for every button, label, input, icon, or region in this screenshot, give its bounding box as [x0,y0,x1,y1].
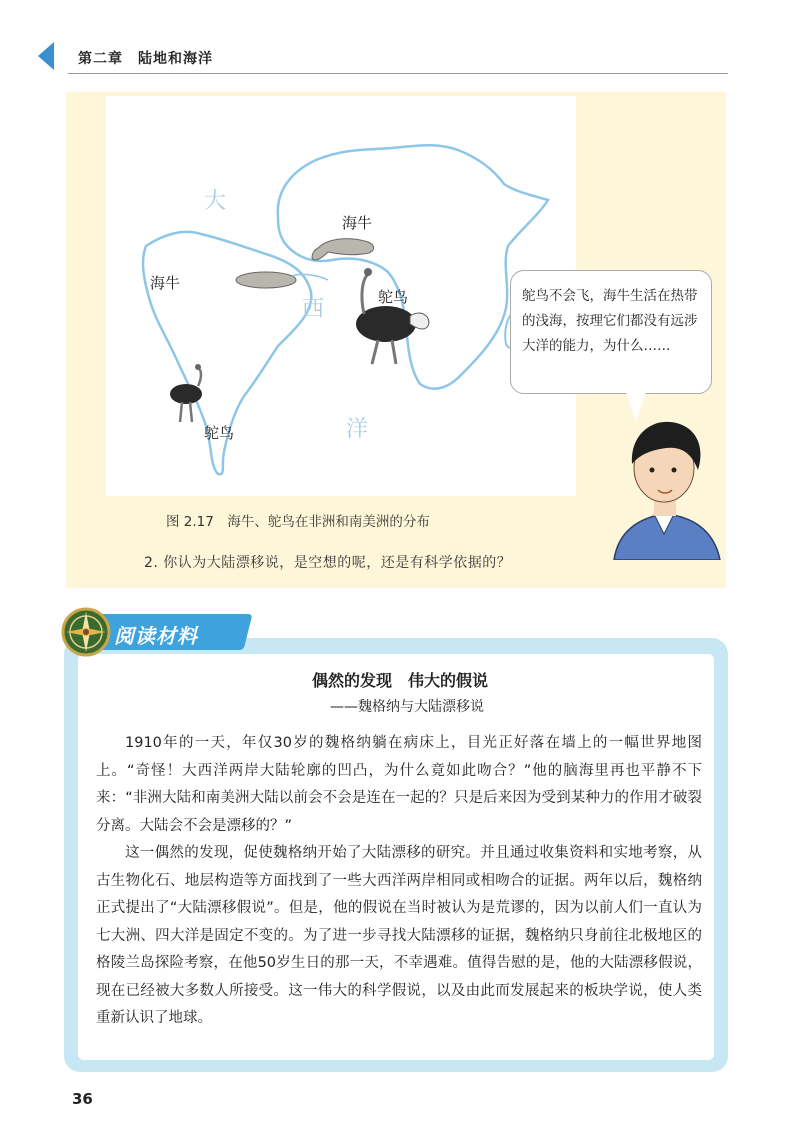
reading-title: 偶然的发现 伟大的假说 [311,671,488,690]
header-divider [68,73,728,74]
label-ostrich-sa: 鸵鸟 [204,424,235,442]
chapter-title: 第二章 陆地和海洋 [78,51,213,67]
figure-caption: 图 2.17 海牛、鸵鸟在非洲和南美洲的分布 [166,514,430,530]
ocean-char-1: 大 [204,189,227,214]
label-ostrich-africa: 鸵鸟 [378,288,409,306]
boy-illustration [604,410,726,560]
manatee-sa-illustration [236,272,328,288]
reading-subtitle: ——魏格纳与大陆漂移说 [330,699,484,715]
label-manatee-africa: 海牛 [342,214,373,232]
compass-icon [60,606,112,658]
africa-outline [278,145,548,388]
reading-body [96,730,702,1033]
map-panel [106,96,576,496]
ocean-char-2: 西 [302,297,325,322]
ocean-char-3: 洋 [346,417,369,442]
discussion-question: 2. 你认为大陆漂移说，是空想的呢，还是有科学依据的？ [144,555,512,571]
speech-bubble-text: 鸵鸟不会飞，海牛生活在热带的浅海，按理它们都没有远涉大洋的能力，为什么…… [522,288,698,354]
reading-banner-label: 阅读材料 [114,624,198,648]
figure-panel [66,92,726,588]
continent-map [106,96,576,496]
reading-paragraph-1: 1910年的一天，年仅30岁的魏格纳躺在病床上，目光正好落在墙上的一幅世界地图上。“奇怪！大西洋两岸大陆轮廓的凹凸，为什么竟如此吻合？”他的脑海里再也平静不下来：“非洲大陆和南美洲大陆以前会不会是连在一起的？只是后来因为受到某种力的作用才破裂分离。大陆会不会是漂移的？” [96,735,702,834]
chapter-marker-icon [38,42,54,70]
label-manatee-sa: 海牛 [150,274,181,292]
reading-paragraph-2: 这一偶然的发现，促使魏格纳开始了大陆漂移的研究。并且通过收集资料和实地考察，从古生物化石、地层构造等方面找到了一些大西洋两岸相同或相吻合的证据。两年以后，魏格纳正式提出了“大陆漂移假说”。但是，他的假说在当时被认为是荒谬的，因为以前人们一直认为七大洲、四大洋是固定不变的。为了进一步寻找大陆漂移的证据，魏格纳只身前往北极地区的格陵兰岛探险考察，在他50岁生日的那一天，不幸遇难。值得告慰的是，他的大陆漂移假说，现在已经被大多数人所接受。这一伟大的科学假说，以及由此而发展起来的板块学说，使人类重新认识了地球。 [96,845,702,1026]
page-number: 36 [72,1090,93,1108]
